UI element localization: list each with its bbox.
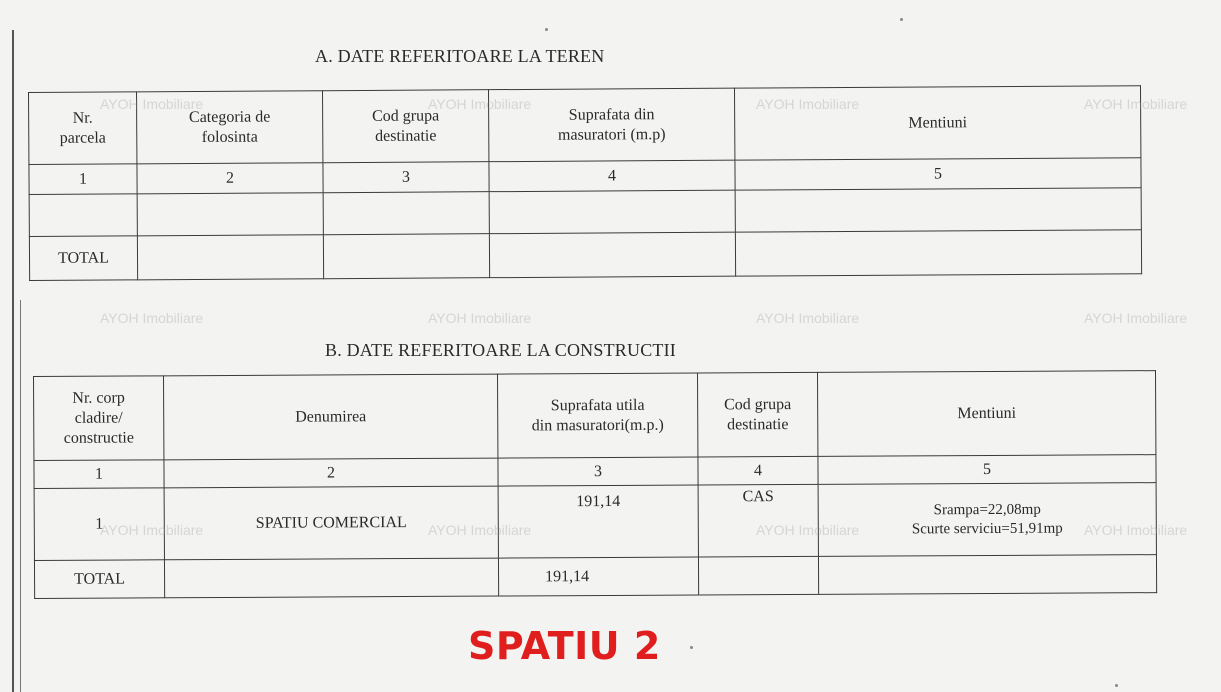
- watermark: AYOH Imobiliare: [756, 96, 860, 112]
- table-header-row: [34, 371, 1156, 461]
- header-mentiuni: [817, 371, 1155, 457]
- table-row: [29, 188, 1141, 237]
- mentiuni-line: Srampa=22,08mp: [933, 501, 1041, 519]
- column-number: 5: [735, 158, 1141, 190]
- empty-cell: [735, 230, 1141, 276]
- header-line: Nr. corp: [72, 389, 125, 407]
- header-denumirea: [164, 374, 498, 460]
- total-label: TOTAL: [34, 560, 164, 599]
- total-label: TOTAL: [29, 236, 137, 281]
- suprafata-value: 191,14: [498, 485, 698, 558]
- watermark: AYOH Imobiliare: [100, 310, 204, 326]
- scan-speck: [690, 646, 693, 649]
- header-line: Denumirea: [295, 407, 367, 426]
- empty-cell: [164, 558, 498, 598]
- teren-table: [28, 85, 1142, 281]
- header-line: destinatie: [727, 415, 789, 433]
- denumirea-value: SPATIU COMERCIAL: [164, 486, 498, 560]
- header-line: Categoria de: [188, 108, 271, 126]
- watermark: AYOH Imobiliare: [100, 96, 204, 112]
- empty-cell: [698, 556, 818, 595]
- mentiuni-value: [818, 483, 1156, 557]
- watermark: AYOH Imobiliare: [756, 310, 860, 326]
- scan-speck: [545, 28, 548, 31]
- section-b-title: B. DATE REFERITOARE LA CONSTRUCTII: [325, 340, 676, 360]
- empty-cell: [137, 193, 323, 236]
- empty-cell: [489, 232, 735, 278]
- watermark: AYOH Imobiliare: [428, 522, 532, 538]
- empty-cell: [323, 192, 489, 235]
- header-nr-corp: [34, 376, 164, 461]
- header-line: Cod grupa: [724, 395, 792, 413]
- header-line: masuratori (m.p): [557, 125, 666, 144]
- watermark: AYOH Imobiliare: [428, 310, 532, 326]
- header-line: constructie: [63, 428, 134, 447]
- header-cod-grupa: [697, 372, 817, 457]
- watermark: AYOH Imobiliare: [1084, 310, 1188, 326]
- corp-number: 1: [34, 488, 164, 561]
- header-line: Cod grupa: [372, 106, 440, 125]
- scan-speck: [900, 18, 903, 21]
- cod-value: CAS: [698, 484, 818, 557]
- column-number: 5: [818, 455, 1156, 485]
- watermark: AYOH Imobiliare: [756, 522, 860, 538]
- header-line: cladire/: [74, 409, 123, 427]
- column-number: 2: [164, 458, 498, 488]
- total-value: 191,14: [498, 557, 698, 596]
- spatiu-label: SPATIU 2: [468, 624, 661, 668]
- empty-cell: [818, 555, 1156, 595]
- column-number: 3: [323, 162, 489, 193]
- empty-cell: [137, 235, 323, 280]
- column-number: 2: [137, 163, 323, 194]
- empty-cell: [323, 234, 489, 279]
- column-number: 4: [489, 160, 735, 192]
- header-line: Mentiuni: [908, 113, 968, 132]
- watermark: AYOH Imobiliare: [428, 96, 532, 112]
- header-line: Nr.: [72, 109, 93, 127]
- watermark: AYOH Imobiliare: [1084, 96, 1188, 112]
- watermark: AYOH Imobiliare: [1084, 522, 1188, 538]
- empty-cell: [735, 188, 1141, 232]
- header-line: Suprafata utila: [550, 396, 645, 414]
- header-line: Mentiuni: [957, 404, 1017, 422]
- header-line: folosinta: [201, 128, 258, 146]
- margin-line: [12, 30, 14, 692]
- column-number: 1: [34, 460, 164, 489]
- header-line: Suprafata din: [568, 105, 655, 124]
- header-line: destinatie: [375, 127, 437, 145]
- empty-cell: [29, 194, 137, 237]
- watermark: AYOH Imobiliare: [100, 522, 204, 538]
- empty-cell: [489, 190, 735, 234]
- header-line: parcela: [59, 129, 106, 147]
- section-a-title: A. DATE REFERITOARE LA TEREN: [315, 46, 605, 66]
- mentiuni-line: Scurte serviciu=51,91mp: [911, 520, 1063, 537]
- column-number: 1: [29, 164, 137, 195]
- constructii-table: [33, 370, 1157, 599]
- column-number: 3: [498, 457, 698, 486]
- header-line: din masuratori(m.p.): [531, 416, 664, 434]
- header-suprafata-utila: [497, 373, 697, 458]
- scan-speck: [1115, 684, 1118, 687]
- column-number: 4: [698, 456, 818, 485]
- total-row: [34, 555, 1156, 599]
- total-row: [29, 230, 1141, 281]
- margin-line: [20, 300, 21, 692]
